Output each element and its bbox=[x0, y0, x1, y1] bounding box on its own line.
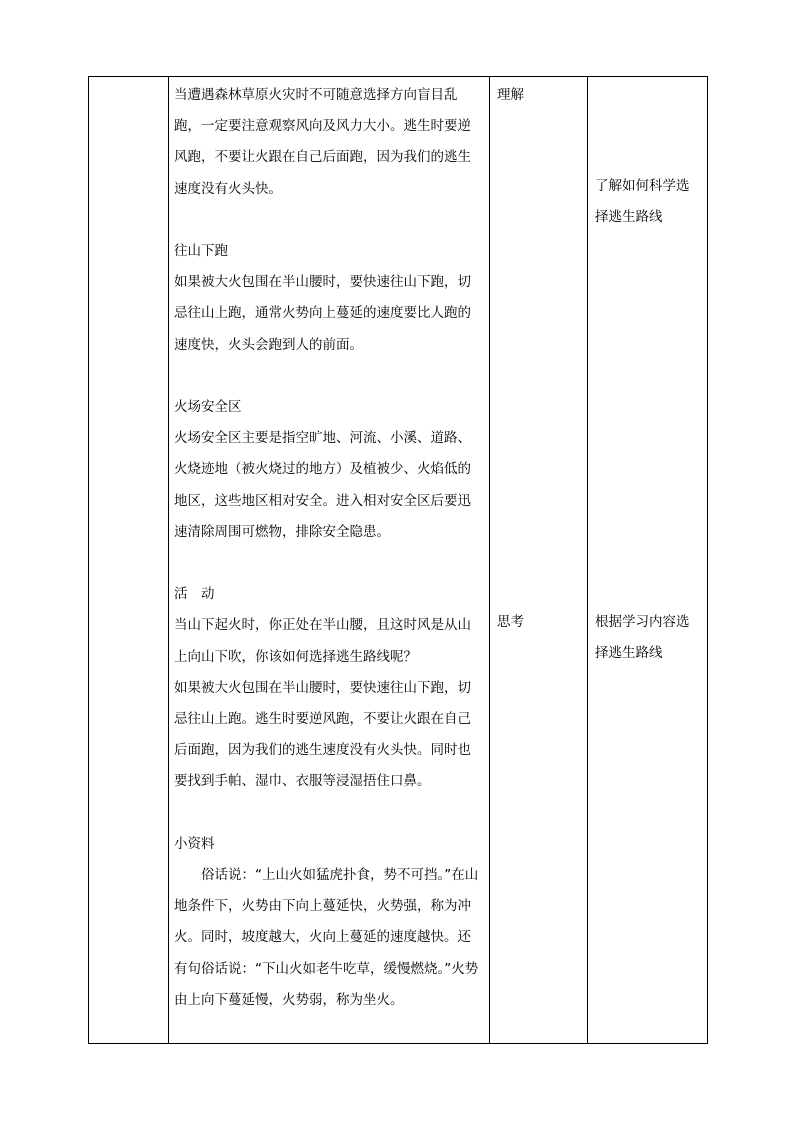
activity-question: 当山下起火时，你正处在半山腰，且这时风是从山上向山下吹，你该如何选择逃生路线呢？ bbox=[174, 617, 471, 665]
reference-paragraph: 俗话说：“上山火如猛虎扑食，势不可挡。”在山地条件下，火势由下向上蔓延快，火势强，称为冲火。同时，坡度越大，火向上蔓延的速度越快。还有句俗话说：“下山火如老牛吃草，缓慢燃烧。”火势由上向下蔓延慢，火势弱，称为坐火。 bbox=[174, 867, 479, 1008]
lesson-plan-table bbox=[88, 76, 708, 1044]
section-heading: 火场安全区 bbox=[174, 399, 242, 415]
stage-cell bbox=[89, 77, 169, 1044]
activity-answer: 如果被大火包围在半山腰时，要快速往山下跑，切忌往山上跑。逃生时要逆风跑，不要让火跟在自己后面跑，因为我们的逃生速度没有火头快。同时也要找到手帕、湿巾、衣服等浸湿捂住口鼻。 bbox=[174, 679, 471, 790]
section-heading: 往山下跑 bbox=[174, 243, 228, 259]
teaching-content-cell bbox=[169, 77, 490, 1044]
design-intent-2: 根据学习内容选择逃生路线 bbox=[595, 614, 690, 662]
table-row bbox=[89, 77, 708, 1044]
design-intent-1: 了解如何科学选择逃生路线 bbox=[595, 178, 690, 226]
student-activity-cell bbox=[490, 77, 588, 1044]
student-activity-understand: 理解 bbox=[497, 87, 524, 103]
section-heading: 小资料 bbox=[174, 835, 215, 852]
student-activity-think: 思考 bbox=[497, 614, 524, 630]
design-intent-cell bbox=[588, 77, 708, 1044]
content-paragraph: 如果被大火包围在半山腰时，要快速往山下跑，切忌往山上跑，通常火势向上蔓延的速度要比人跑的速度快，火头会跑到人的前面。 bbox=[174, 274, 471, 353]
section-heading: 活 动 bbox=[174, 586, 215, 603]
content-paragraph: 当遭遇森林草原火灾时不可随意选择方向盲目乱跑，一定要注意观察风向及风力大小。逃生时要逆风跑，不要让火跟在自己后面跑，因为我们的逃生速度没有火头快。 bbox=[174, 87, 471, 197]
content-paragraph: 火场安全区主要是指空旷地、河流、小溪、道路、火烧迹地（被火烧过的地方）及植被少、火焰低的地区，这些地区相对安全。进入相对安全区后要迅速清除周围可燃物，排除安全隐患。 bbox=[174, 430, 471, 540]
